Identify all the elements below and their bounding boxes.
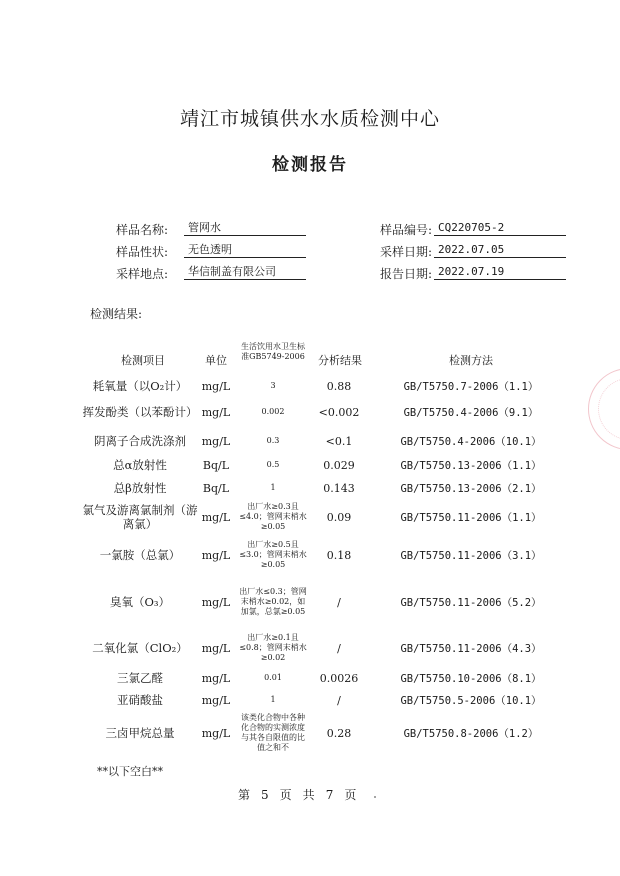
cell-unit: mg/L <box>201 671 231 685</box>
sample-id-label: 样品编号: <box>379 223 432 237</box>
cell-item: 二氧化氯（ClO₂） <box>92 641 188 655</box>
footer-page-number: 5 <box>261 788 270 802</box>
cell-result: <0.1 <box>325 434 353 448</box>
cell-result: 0.28 <box>326 726 352 740</box>
sampling-date-value: 2022.07.05 <box>434 242 566 258</box>
cell-standard: 0.5 <box>266 460 280 469</box>
cell-result: 0.143 <box>323 481 355 495</box>
report-title: 检测报告 <box>272 155 348 175</box>
cell-item: 阴离子合成洗涤剂 <box>94 434 186 448</box>
cell-result: 0.0026 <box>319 671 359 685</box>
cell-standard: 出厂水≥0.1且≤0.8；管网末梢水≥0.02 <box>239 633 307 662</box>
cell-method: GB/T5750.4-2006（9.1） <box>403 406 539 419</box>
cell-method: GB/T5750.7-2006（1.1） <box>403 380 539 393</box>
cell-unit: Bq/L <box>202 458 230 472</box>
cell-unit: mg/L <box>201 595 231 609</box>
cell-standard: 1 <box>270 695 276 704</box>
cell-method: GB/T5750.10-2006（8.1） <box>400 672 542 685</box>
sampling-site-label: 采样地点: <box>115 267 168 281</box>
cell-method: GB/T5750.11-2006（1.1） <box>400 511 542 524</box>
cell-standard: 0.3 <box>266 436 280 445</box>
cell-unit: mg/L <box>201 405 231 419</box>
cell-result: <0.002 <box>318 405 360 419</box>
scan-dot <box>374 796 376 798</box>
cell-standard: 0.01 <box>264 673 282 682</box>
cell-standard: 出厂水≤0.3；管网末梢水≥0.02，如加氯，总氯≥0.05 <box>239 587 307 616</box>
cell-unit: mg/L <box>201 510 231 524</box>
header-standard: 生活饮用水卫生标准GB5749-2006 <box>241 342 305 361</box>
cell-unit: mg/L <box>201 726 231 740</box>
cell-result: 0.09 <box>326 510 352 524</box>
header-result: 分析结果 <box>318 354 362 367</box>
cell-result: / <box>337 693 341 707</box>
cell-method: GB/T5750.13-2006（2.1） <box>400 482 542 495</box>
cell-result: 0.88 <box>326 379 352 393</box>
organization-title: 靖江市城镇供水水质检测中心 <box>179 108 440 130</box>
cell-unit: mg/L <box>201 693 231 707</box>
header-method: 检测方法 <box>449 354 493 367</box>
cell-standard: 该类化合物中各种化合物的实测浓度与其各自限值的比值之和不 <box>241 713 305 752</box>
sample-state-label: 样品性状: <box>115 245 168 259</box>
cell-unit: mg/L <box>201 641 231 655</box>
cell-item: 总α放射性 <box>113 458 167 472</box>
footer-total-pages: 7 <box>325 788 335 802</box>
cell-unit: mg/L <box>201 548 231 562</box>
cell-method: GB/T5750.11-2006（3.1） <box>400 549 542 562</box>
cell-method: GB/T5750.4-2006（10.1） <box>400 435 542 448</box>
cell-standard: 出厂水≥0.3且≤4.0；管网末梢水≥0.05 <box>239 502 307 531</box>
cell-standard: 3 <box>270 381 276 390</box>
cell-unit: mg/L <box>201 379 231 393</box>
report-date-label: 报告日期: <box>379 267 432 281</box>
cell-result: / <box>337 595 341 609</box>
footer-ye-2: 页 <box>344 788 358 802</box>
blank-note: **以下空白** <box>97 765 163 778</box>
cell-item: 三卤甲烷总量 <box>105 726 175 740</box>
cell-unit: mg/L <box>201 434 231 448</box>
cell-method: GB/T5750.8-2006（1.2） <box>403 727 539 740</box>
sample-name-label: 样品名称: <box>115 223 168 237</box>
cell-standard: 出厂水≥0.5且≤3.0；管网末梢水≥0.05 <box>239 540 307 569</box>
cell-item: 臭氧（O₃） <box>109 595 171 609</box>
cell-item: 氯气及游离氯制剂（游离氯） <box>82 503 198 531</box>
cell-item: 总β放射性 <box>113 481 167 495</box>
report-date-value: 2022.07.19 <box>434 264 566 280</box>
footer-ye: 页 <box>279 788 293 802</box>
cell-method: GB/T5750.11-2006（5.2） <box>400 596 542 609</box>
cell-method: GB/T5750.5-2006（10.1） <box>400 694 542 707</box>
cell-standard: 1 <box>270 483 276 492</box>
cell-method: GB/T5750.13-2006（1.1） <box>400 459 542 472</box>
header-item: 检测项目 <box>121 354 165 367</box>
sample-state-value: 无色透明 <box>184 242 306 258</box>
cell-item: 耗氧量（以O₂计） <box>92 379 188 393</box>
header-unit: 单位 <box>205 354 227 367</box>
results-label: 检测结果: <box>90 307 143 321</box>
sampling-date-label: 采样日期: <box>379 245 432 259</box>
footer-gong: 共 <box>302 788 316 802</box>
cell-unit: Bq/L <box>202 481 230 495</box>
cell-item: 亚硝酸盐 <box>117 693 163 707</box>
cell-method: GB/T5750.11-2006（4.3） <box>400 642 542 655</box>
sampling-site-value: 华信制盖有限公司 <box>184 264 306 280</box>
page-footer <box>238 786 367 803</box>
cell-item: 一氯胺（总氯） <box>99 548 181 562</box>
cell-result: 0.18 <box>326 548 352 562</box>
sample-name-value: 管网水 <box>184 220 306 236</box>
cell-item: 三氯乙醛 <box>117 671 163 685</box>
sample-id-value: CQ220705-2 <box>434 220 566 236</box>
footer-di: 第 <box>238 788 252 802</box>
cell-result: 0.029 <box>323 458 355 472</box>
cell-standard: 0.002 <box>261 407 285 416</box>
cell-item: 挥发酚类（以苯酚计） <box>82 405 198 419</box>
cell-result: / <box>337 641 341 655</box>
